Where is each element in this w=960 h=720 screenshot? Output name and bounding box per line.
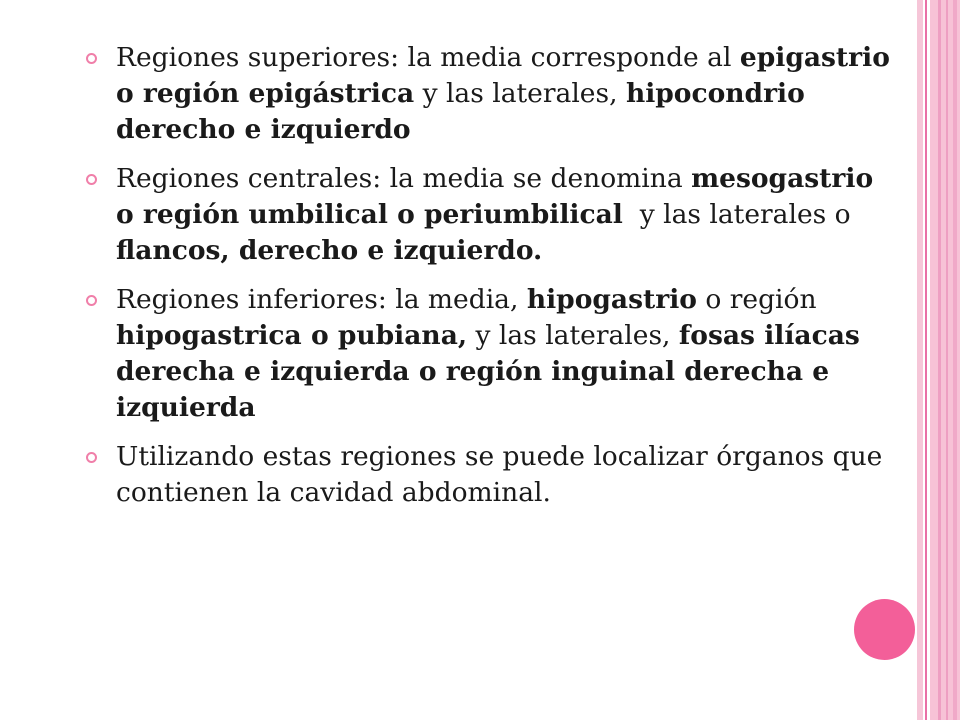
segment-bold: epigastrio o región epigástrica — [116, 42, 890, 109]
segment: Utilizando estas regiones se puede localizar órganos que contienen la cavidad abdominal. — [116, 441, 883, 508]
border-band-line — [938, 0, 941, 720]
ring-bullet-icon — [86, 53, 97, 64]
segment-bold: hipogastrio — [526, 284, 697, 315]
ring-bullet-icon — [86, 174, 97, 185]
segment-bold: flancos, derecho e izquierdo. — [116, 235, 543, 266]
list-item — [86, 439, 896, 511]
border-band-line — [953, 0, 957, 720]
ring-bullet-icon — [86, 452, 97, 463]
decorative-circle-icon — [854, 599, 915, 660]
segment: Regiones superiores: la media corresponde al — [116, 42, 740, 73]
list-item — [86, 282, 896, 426]
list-item — [86, 161, 896, 269]
bullet-list — [86, 40, 896, 524]
segment: y las laterales o — [622, 199, 860, 230]
segment: y las laterales, — [414, 78, 626, 109]
list-item — [86, 40, 896, 148]
segment: y las laterales, — [467, 320, 679, 351]
segment: Regiones inferiores: la media, — [116, 284, 527, 315]
border-band-line — [946, 0, 948, 720]
border-stripe-dark — [925, 0, 927, 720]
segment-bold: hipogastrica o pubiana, — [116, 320, 468, 351]
segment-bold: mesogastrio o región umbilical o periumbilical — [116, 163, 874, 230]
segment: o región — [696, 284, 817, 315]
ring-bullet-icon — [86, 295, 97, 306]
segment: Regiones centrales: la media se denomina — [116, 163, 692, 194]
segment-bold: fosas ilíacas derecha e izquierda o región inguinal derecha e izquierda — [116, 320, 860, 423]
border-stripe-light — [917, 0, 923, 720]
segment-bold: hipocondrio derecho e izquierdo — [116, 78, 805, 145]
